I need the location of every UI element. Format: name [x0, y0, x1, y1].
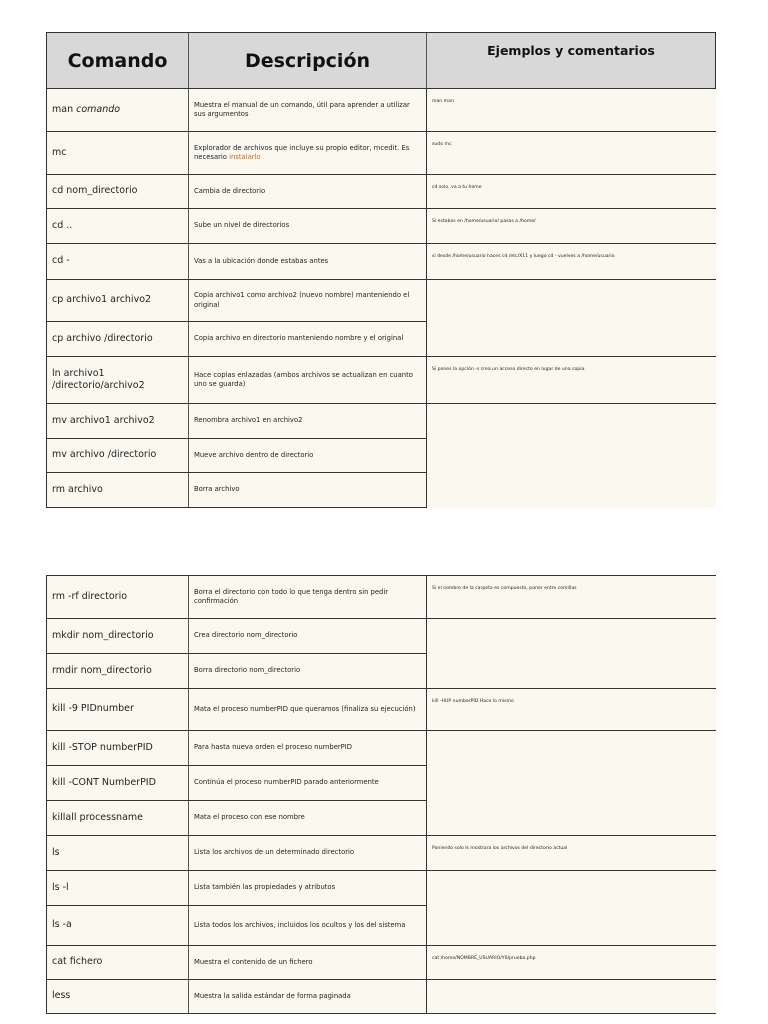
header-examples: Ejemplos y comentarios: [427, 33, 716, 89]
example-cell: [427, 871, 716, 946]
description-cell: Mata el proceso con ese nombre: [189, 801, 427, 836]
command-cell: mc: [47, 132, 189, 175]
command-cell: rmdir nom_directorio: [47, 654, 189, 689]
table-row: [47, 576, 716, 619]
command-cell: cd nom_directorio: [47, 175, 189, 209]
command-cell: cp archivo /directorio: [47, 322, 189, 357]
table-row: [47, 836, 716, 871]
description-cell: Explorador de archivos que incluye su propio editor, mcedit. Es necesario instalarlo: [189, 132, 427, 175]
command-cell: ls -l: [47, 871, 189, 906]
description-cell: Borra directorio nom_directorio: [189, 654, 427, 689]
command-cell: mv archivo1 archivo2: [47, 404, 189, 439]
description-cell: Muestra el contenido de un fichero: [189, 946, 427, 980]
description-cell: Lista todos los archivos, incluidos los ocultos y los del sistema: [189, 906, 427, 946]
example-cell: si desde /home/usuario haces cd /etc/X11 y luego cd - vuelves a /home/usuario: [427, 244, 716, 280]
table-row: [47, 619, 716, 654]
example-cell: Si pones la opción -s crea un acceso directo en lugar de una copia.: [427, 357, 716, 404]
example-cell: kill -HUP numberPID Hace lo mismo: [427, 689, 716, 731]
command-cell: mkdir nom_directorio: [47, 619, 189, 654]
description-cell: Copia archivo1 como archivo2 (nuevo nombre) manteniendo el original: [189, 280, 427, 322]
description-cell: Cambia de directorio: [189, 175, 427, 209]
example-cell: cat /home/NOMBRE_USUARIO/Y0/prueba.php: [427, 946, 716, 980]
command-cell: kill -9 PIDnumber: [47, 689, 189, 731]
description-cell: Crea directorio nom_directorio: [189, 619, 427, 654]
table-header-row: [47, 33, 716, 89]
table-row: [47, 404, 716, 439]
description-cell: Muestra la salida estándar de forma paginada: [189, 980, 427, 1014]
description-cell: Borra el directorio con todo lo que tenga dentro sin pedir confirmación: [189, 576, 427, 619]
example-cell: sudo mc: [427, 132, 716, 175]
example-cell: [427, 731, 716, 836]
command-cell: rm -rf directorio: [47, 576, 189, 619]
table-row: [47, 280, 716, 322]
command-cell: cd ..: [47, 209, 189, 244]
table-row: [47, 244, 716, 280]
command-cell: rm archivo: [47, 473, 189, 508]
description-cell: Continúa el proceso numberPID parado anteriormente: [189, 766, 427, 801]
commands-table-2: [46, 575, 716, 1014]
description-cell: Renombra archivo1 en archivo2: [189, 404, 427, 439]
description-cell: Hace copias enlazadas (ambos archivos se actualizan en cuanto uno se guarda): [189, 357, 427, 404]
example-cell: [427, 404, 716, 508]
table-row: [47, 980, 716, 1014]
example-cell: Si el nombre de la carpeta es compuesto, poner entre comillas: [427, 576, 716, 619]
description-cell: Lista los archivos de un determinado directorio: [189, 836, 427, 871]
example-cell: [427, 980, 716, 1014]
command-cell: mv archivo /directorio: [47, 439, 189, 473]
description-cell: Copia archivo en directorio manteniendo nombre y el original: [189, 322, 427, 357]
description-cell: Para hasta nueva orden el proceso numberPID: [189, 731, 427, 766]
table-row: [47, 946, 716, 980]
command-cell: ln archivo1 /directorio/archivo2: [47, 357, 189, 404]
table-row: [47, 132, 716, 175]
table-row: [47, 731, 716, 766]
install-link[interactable]: instalarlo: [229, 153, 261, 161]
description-cell: Muestra el manual de un comando, útil para aprender a utilizar sus argumentos: [189, 89, 427, 132]
description-cell: Sube un nivel de directorios: [189, 209, 427, 244]
commands-table-1: [46, 32, 716, 508]
table-row: [47, 871, 716, 906]
description-cell: Borra archivo: [189, 473, 427, 508]
example-cell: man man: [427, 89, 716, 132]
command-cell: man comando: [47, 89, 189, 132]
example-cell: cd solo, va a tu home: [427, 175, 716, 209]
command-cell: less: [47, 980, 189, 1014]
description-cell: Mata el proceso numberPID que queramos (finaliza su ejecución): [189, 689, 427, 731]
example-cell: [427, 619, 716, 689]
table-row: [47, 209, 716, 244]
command-cell: cp archivo1 archivo2: [47, 280, 189, 322]
example-cell: [427, 280, 716, 357]
command-cell: ls -a: [47, 906, 189, 946]
table-row: [47, 689, 716, 731]
command-cell: cat fichero: [47, 946, 189, 980]
command-cell: killall processname: [47, 801, 189, 836]
example-cell: Si estabas en /home/usuario/ pasas a /home/: [427, 209, 716, 244]
command-cell: kill -STOP numberPID: [47, 731, 189, 766]
command-cell: ls: [47, 836, 189, 871]
command-cell: kill -CONT NumberPID: [47, 766, 189, 801]
header-description: Descripción: [189, 33, 427, 89]
table-row: [47, 89, 716, 132]
description-cell: Lista también las propiedades y atributos: [189, 871, 427, 906]
example-cell: Poniendo solo ls mostrara los archivos del directorio actual: [427, 836, 716, 871]
description-cell: Mueve archivo dentro de directorio: [189, 439, 427, 473]
description-cell: Vas a la ubicación donde estabas antes: [189, 244, 427, 280]
table-row: [47, 357, 716, 404]
table-row: [47, 175, 716, 209]
command-cell: cd -: [47, 244, 189, 280]
header-command: Comando: [47, 33, 189, 89]
